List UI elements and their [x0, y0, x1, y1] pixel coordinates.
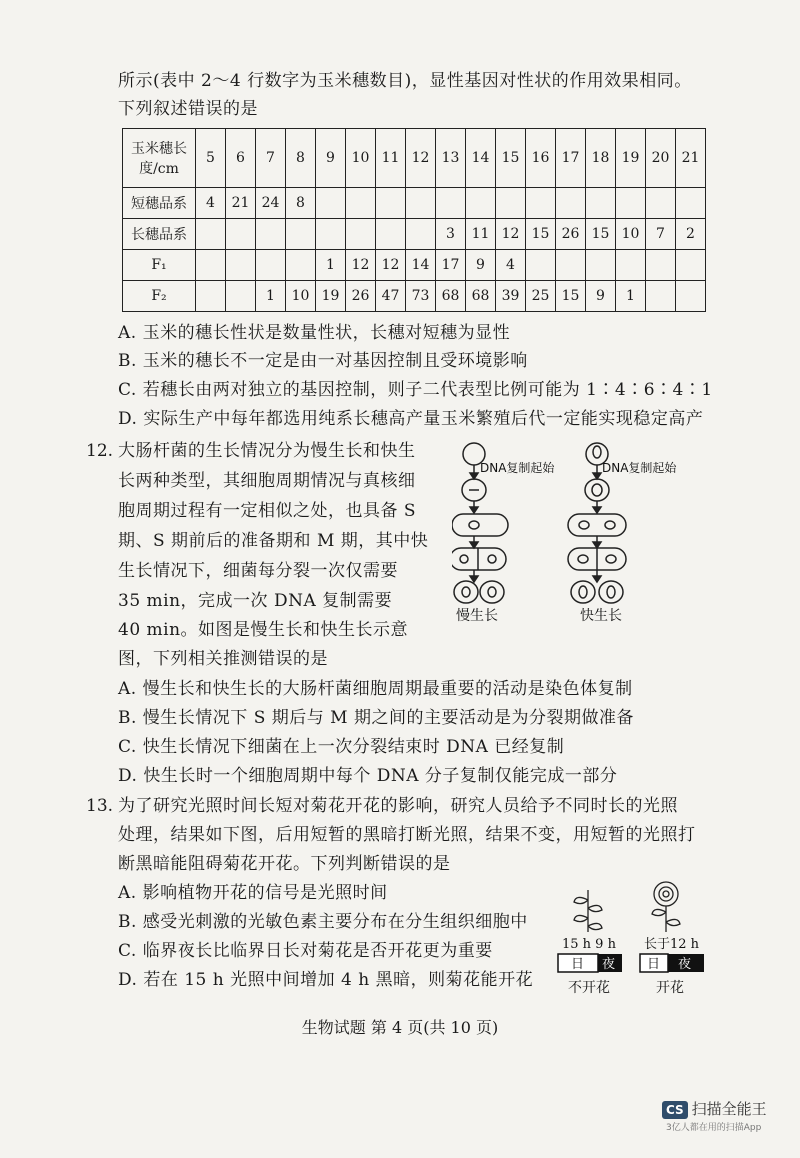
table-cell: 15	[586, 219, 616, 250]
length-cell: 13	[436, 129, 466, 188]
table-cell	[226, 250, 256, 281]
table-cell	[256, 219, 286, 250]
table-cell: 15	[556, 281, 586, 312]
table-cell	[256, 250, 286, 281]
table-cell	[376, 188, 406, 219]
q11-option-d: D. 实际生产中每年都选用纯系长穗高产量玉米繁殖后代一定能实现稳定高产	[118, 409, 704, 429]
table-cell	[556, 188, 586, 219]
length-cell: 18	[586, 129, 616, 188]
table-cell	[586, 250, 616, 281]
length-cell: 11	[376, 129, 406, 188]
table-cell	[496, 188, 526, 219]
row-label: F₁	[123, 250, 196, 281]
table-cell	[616, 250, 646, 281]
q13-line: 断黑暗能阻碍菊花开花。下列判断错误的是	[118, 854, 451, 874]
table-cell	[196, 281, 226, 312]
table-cell	[526, 250, 556, 281]
table-cell: 7	[646, 219, 676, 250]
q12-line: 大肠杆菌的生长情况分为慢生长和快生	[118, 441, 416, 461]
table-cell: 2	[676, 219, 706, 250]
q12-option-b: B. 慢生长情况下 S 期后与 M 期之间的主要活动是为分裂期做准备	[118, 708, 634, 728]
row-label: 长穗品系	[123, 219, 196, 250]
intro-line-2: 下列叙述错误的是	[118, 99, 258, 119]
q13-number: 13.	[86, 796, 114, 816]
table-row	[123, 188, 706, 219]
right-result-label: 开花	[656, 980, 684, 996]
length-cell: 21	[676, 129, 706, 188]
row-label: F₂	[123, 281, 196, 312]
length-cell: 16	[526, 129, 556, 188]
table-cell: 68	[466, 281, 496, 312]
q13-option-d: D. 若在 15 h 光照中间增加 4 h 黑暗，则菊花能开花	[118, 970, 534, 990]
scanner-watermark	[662, 1098, 767, 1133]
table-cell: 14	[406, 250, 436, 281]
table-cell	[526, 188, 556, 219]
q12-line: 期、S 期前后的准备期和 M 期，其中快	[118, 531, 429, 551]
right-hours-label: 长于12 h	[644, 937, 700, 952]
q12-option-c: C. 快生长情况下细菌在上一次分裂结束时 DNA 已经复制	[118, 737, 565, 757]
table-cell: 26	[556, 219, 586, 250]
q13-option-c: C. 临界夜长比临界日长对菊花是否开花更为重要	[118, 941, 493, 961]
table-cell: 12	[376, 250, 406, 281]
q11-option-a: A. 玉米的穗长性状是数量性状，长穗对短穗为显性	[118, 323, 511, 343]
left-hours-label: 15 h 9 h	[562, 937, 616, 952]
table-cell	[226, 219, 256, 250]
q12-option-a: A. 慢生长和快生长的大肠杆菌细胞周期最重要的活动是染色体复制	[118, 679, 633, 699]
table-cell	[196, 219, 226, 250]
length-cell: 7	[256, 129, 286, 188]
table-header-row	[123, 129, 706, 188]
table-cell	[676, 250, 706, 281]
table-row	[123, 250, 706, 281]
flower-icon	[652, 882, 680, 932]
q11-option-b: B. 玉米的穗长不一定是由一对基因控制且受环境影响	[118, 351, 528, 371]
table-cell: 11	[466, 219, 496, 250]
table-cell: 24	[256, 188, 286, 219]
q12-line: 胞周期过程有一定相似之处，也具备 S	[118, 501, 417, 521]
table-cell	[676, 188, 706, 219]
table-cell: 15	[526, 219, 556, 250]
q12-line: 长两种类型，其细胞周期情况与真核细	[118, 471, 416, 491]
length-cell: 17	[556, 129, 586, 188]
table-cell: 25	[526, 281, 556, 312]
scanner-logo-icon: CS	[662, 1101, 688, 1119]
length-cell: 14	[466, 129, 496, 188]
length-cell: 20	[646, 129, 676, 188]
table-cell: 26	[346, 281, 376, 312]
fast-growth-label: 快生长	[580, 608, 622, 624]
table-cell	[616, 188, 646, 219]
table-cell	[376, 219, 406, 250]
table-cell	[226, 281, 256, 312]
table-cell	[646, 188, 676, 219]
table-cell	[346, 188, 376, 219]
right-day-label: 日	[647, 957, 661, 972]
table-cell	[196, 250, 226, 281]
table-body	[123, 188, 706, 312]
table-cell	[406, 219, 436, 250]
intro-line-1: 所示(表中 2～4 行数字为玉米穗数目)，显性基因对性状的作用效果相同。	[118, 71, 692, 91]
dna-start-label-slow: DNA复制起始	[480, 461, 555, 475]
table-cell: 47	[376, 281, 406, 312]
table-cell: 10	[286, 281, 316, 312]
left-result-label: 不开花	[568, 980, 610, 996]
q11-option-c: C. 若穗长由两对独立的基因控制，则子二代表型比例可能为 1∶4∶6∶4∶1	[118, 380, 713, 400]
table-row	[123, 281, 706, 312]
chrysanthemum-svg	[556, 880, 716, 1000]
q12-line: 生长情况下，细菌每分裂一次仅需要	[118, 561, 398, 581]
table-cell: 9	[586, 281, 616, 312]
table-cell: 68	[436, 281, 466, 312]
table-cell	[316, 188, 346, 219]
table-cell	[676, 281, 706, 312]
table-cell: 12	[496, 219, 526, 250]
plant-no-flower-icon	[574, 890, 602, 932]
q13-line: 处理，结果如下图，后用短暂的黑暗打断光照，结果不变，用短暂的光照打	[118, 825, 696, 845]
table-cell: 1	[616, 281, 646, 312]
right-night-label: 夜	[678, 957, 692, 972]
row-label: 短穗品系	[123, 188, 196, 219]
scanner-name: 扫描全能王	[691, 1100, 767, 1118]
table-cell	[556, 250, 586, 281]
table-cell: 9	[466, 250, 496, 281]
length-cell: 15	[496, 129, 526, 188]
table-cell	[646, 281, 676, 312]
length-cell: 5	[196, 129, 226, 188]
left-day-label: 日	[571, 957, 585, 972]
q13-option-b: B. 感受光刺激的光敏色素主要分布在分生组织细胞中	[118, 912, 528, 932]
table-cell: 3	[436, 219, 466, 250]
table-cell	[286, 250, 316, 281]
table-cell	[436, 188, 466, 219]
table-cell: 4	[496, 250, 526, 281]
table-cell	[316, 219, 346, 250]
page-footer: 生物试题 第 4 页(共 10 页)	[301, 1018, 499, 1037]
table-cell	[466, 188, 496, 219]
length-cell: 10	[346, 129, 376, 188]
chrysanthemum-figure	[556, 880, 716, 1000]
left-night-label: 夜	[602, 957, 616, 972]
cell-growth-diagram	[452, 440, 712, 630]
table-cell: 19	[316, 281, 346, 312]
table-cell: 4	[196, 188, 226, 219]
table-cell: 12	[346, 250, 376, 281]
table-cell	[586, 188, 616, 219]
q12-line: 40 min。如图是慢生长和快生长示意	[118, 620, 409, 640]
table-cell	[646, 250, 676, 281]
table-cell: 8	[286, 188, 316, 219]
slow-growth-label: 慢生长	[456, 608, 498, 624]
table-cell: 10	[616, 219, 646, 250]
table-cell: 21	[226, 188, 256, 219]
q13-option-a: A. 影响植物开花的信号是光照时间	[118, 883, 388, 903]
length-cell: 19	[616, 129, 646, 188]
table-header-label: 玉米穗长度/cm	[123, 129, 196, 188]
length-cell: 9	[316, 129, 346, 188]
table-cell: 17	[436, 250, 466, 281]
corn-ear-length-table	[122, 128, 706, 312]
q12-option-d: D. 快生长时一个细胞周期中每个 DNA 分子复制仅能完成一部分	[118, 766, 618, 786]
cell-growth-svg	[452, 440, 712, 630]
scanner-tagline: 3亿人都在用的扫描App	[666, 1123, 762, 1133]
q13-line: 为了研究光照时间长短对菊花开花的影响，研究人员给予不同时长的光照	[118, 796, 678, 816]
table-cell: 39	[496, 281, 526, 312]
length-cell: 12	[406, 129, 436, 188]
length-cell: 6	[226, 129, 256, 188]
q12-line: 图，下列相关推测错误的是	[118, 649, 328, 669]
table-cell	[406, 188, 436, 219]
table-cell: 1	[256, 281, 286, 312]
q12-number: 12.	[86, 441, 114, 461]
table-cell	[346, 219, 376, 250]
table-cell: 73	[406, 281, 436, 312]
q12-line: 35 min，完成一次 DNA 复制需要	[118, 591, 393, 611]
table-cell: 1	[316, 250, 346, 281]
length-cell: 8	[286, 129, 316, 188]
table-cell	[286, 219, 316, 250]
table-row	[123, 219, 706, 250]
dna-start-label-fast: DNA复制起始	[602, 461, 677, 475]
